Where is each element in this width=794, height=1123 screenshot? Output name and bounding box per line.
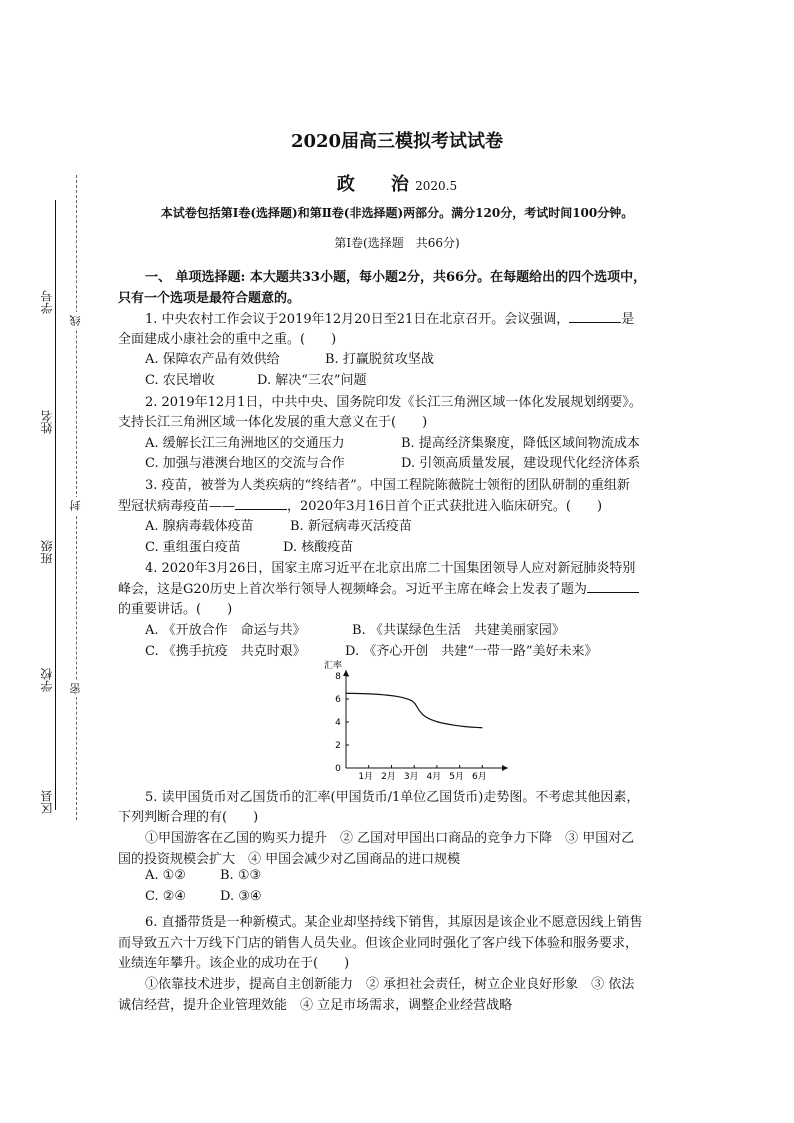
q4-stem-line2: [118, 578, 639, 597]
q1-option-b: B. 打赢脱贫攻坚战: [325, 352, 434, 367]
q4-option-a: A. 《开放合作 命运与共》: [145, 623, 306, 638]
exam-date: 2020.5: [415, 179, 458, 193]
exam-info: 本试卷包括第Ⅰ卷(选择题)和第Ⅱ卷(非选择题)两部分。满分120分，考试时间100分钟。: [160, 206, 634, 220]
q1-options-row1: [145, 348, 434, 367]
q3-option-a: A. 腺病毒载体疫苗: [145, 519, 254, 534]
q1-option-d: D. 解决“三农”问题: [257, 373, 367, 388]
q5-option-a: A. ①②: [145, 868, 186, 883]
seal-mark-secret: 密: [68, 680, 84, 697]
y-axis-arrow: [343, 670, 349, 676]
q5-options-row1: [145, 868, 261, 883]
field-student-id: 学号: [40, 290, 54, 314]
field-school: 学校: [40, 668, 54, 692]
q6-stem-line2: 而导致五六十万线下门店的销售人员失业。但该企业同时强化了客户线下体验和服务要求，: [118, 936, 639, 951]
field-class: 班级: [40, 540, 54, 564]
q3-option-c: C. 重组蛋白疫苗: [145, 540, 241, 555]
question-1: [145, 308, 634, 327]
q2-options-row1: [145, 432, 640, 451]
y-tick-label: 4: [335, 718, 341, 728]
q5-options-row2: [145, 889, 262, 904]
x-tick-label: 3月: [403, 772, 419, 782]
section-instruction: 一、 单项选择题: 本大题共33小题，每小题2分，共66分。在每题给出的四个选项中，: [145, 270, 647, 285]
q5-option-b: B. ①③: [220, 868, 262, 883]
field-district: 区县: [40, 790, 54, 814]
q2-stem-line2: 支持长江三角洲区域一体化发展的重大意义在于( ): [118, 415, 428, 430]
exchange-rate-line: [346, 693, 482, 728]
x-axis-arrow: [502, 765, 508, 771]
q2-option-d: D. 引领高质量发展，建设现代化经济体系: [401, 456, 641, 471]
q3-stem: 型冠状病毒疫苗——: [118, 499, 236, 514]
q1-stem-line2: 全面建成小康社会的重中之重。( ): [118, 332, 337, 347]
q4-blank: [587, 580, 639, 593]
q2-option-a: A. 缓解长江三角洲地区的交通压力: [145, 436, 345, 451]
seal-mark-line: 线: [68, 312, 84, 329]
subject-name: 政 治: [336, 174, 409, 195]
q4-options-row1: [145, 619, 565, 638]
q6-statements-line1: ①依靠技术进步，提高自主创新能力 ② 承担社会责任，树立企业良好形象 ③ 依法: [145, 977, 635, 992]
q5-option-c: C. ②④: [145, 889, 187, 904]
field-name: 姓名: [40, 410, 54, 434]
section-instruction-cont: 只有一个选项是最符合题意的。: [118, 291, 301, 306]
q5-statements-line1: ①甲国游客在乙国的购买力提升 ② 乙国对甲国出口商品的竞争力下降 ③ 甲国对乙: [145, 831, 635, 846]
x-tick-label: 6月: [471, 772, 487, 782]
q4-option-b: B. 《共谋绿色生活 共建美丽家园》: [352, 623, 565, 638]
y-axis-label: 汇率: [324, 661, 343, 671]
y-tick-label: 0: [335, 764, 341, 774]
q2-options-row2: [145, 452, 640, 471]
q5-stem-line2: 下列判断合理的有( ): [118, 810, 259, 825]
subject-line: [0, 170, 794, 196]
q2-option-c: C. 加强与港澳台地区的交流与合作: [145, 456, 345, 471]
exam-title: 2020届高三模拟考试试卷: [290, 131, 504, 152]
q4-stem-line3: 的重要讲话。( ): [118, 602, 233, 617]
q4-stem: 峰会，这是G20历史上首次举行领导人视频峰会。习近平主席在峰会上发表了题为: [118, 582, 587, 597]
question-3: 3. 疫苗，被誉为人类疾病的“终结者”。中国工程院陈薇院士领衔的团队研制的重组新: [145, 478, 630, 493]
y-tick-label: 2: [335, 741, 341, 751]
q5-option-d: D. ③④: [220, 889, 262, 904]
q5-statements-line2: 国的投资规模会扩大 ④ 甲国会减少对乙国商品的进口规模: [118, 852, 461, 867]
q3-blank: [235, 497, 287, 510]
q1-blank: [569, 310, 621, 323]
q1-options-row2: [145, 369, 367, 388]
q1-option-c: C. 农民增收: [145, 373, 215, 388]
y-tick-label: 6: [335, 695, 341, 705]
q1-option-a: A. 保障农产品有效供给: [145, 352, 280, 367]
part-title: 第Ⅰ卷(选择题 共66分): [334, 236, 460, 250]
q6-stem-line3: 业绩连年攀升。该企业的成功在于( ): [118, 956, 350, 971]
q6-statements-line2: 诚信经营，提升企业管理效能 ④ 立足市场需求，调整企业经营战略: [118, 998, 513, 1013]
exchange-rate-chart: [310, 658, 510, 788]
q4-option-c: C. 《携手抗疫 共克时艰》: [145, 644, 306, 659]
q1-stem: 1. 中央农村工作会议于2019年12月20日至21日在北京召开。会议强调，: [145, 312, 570, 327]
q3-options-row2: [145, 536, 353, 555]
question-6: 6. 直播带货是一种新模式。某企业却坚持线下销售，其原因是该企业不愿意因线上销售: [145, 915, 643, 930]
q3-stem-line2: [118, 495, 602, 514]
y-tick-label: 8: [335, 672, 341, 682]
x-tick-label: 1月: [358, 772, 374, 782]
q4-option-d: D. 《齐心开创 共建“一带一路”美好未来》: [345, 644, 598, 659]
question-2: 2. 2019年12月1日，中共中央、国务院印发《长江三角洲区域一体化发展规划纲要》。: [145, 395, 642, 410]
q3-option-b: B. 新冠病毒灭活疫苗: [290, 519, 412, 534]
q3-option-d: D. 核酸疫苗: [283, 540, 354, 555]
q1-stem-end: 是: [621, 312, 635, 327]
q3-stem-end: ，2020年3月16日首个正式获批进入临床研究。( ): [287, 499, 603, 514]
question-4: 4. 2020年3月26日，国家主席习近平在北京出席二十国集团领导人应对新冠肺炎特别: [145, 561, 636, 576]
x-tick-label: 4月: [426, 772, 442, 782]
x-tick-label: 5月: [449, 772, 465, 782]
binding-line: [55, 200, 56, 810]
x-tick-label: 2月: [381, 772, 396, 782]
question-5: 5. 读甲国货币对乙国货币的汇率(甲国货币/1单位乙国货币)走势图。不考虑其他因素，: [145, 790, 640, 805]
seal-mark-seal: 封: [68, 497, 84, 514]
q4-options-row2: [145, 640, 598, 659]
q2-option-b: B. 提高经济集聚度，降低区域间物流成本: [401, 436, 640, 451]
q3-options-row1: [145, 515, 412, 534]
